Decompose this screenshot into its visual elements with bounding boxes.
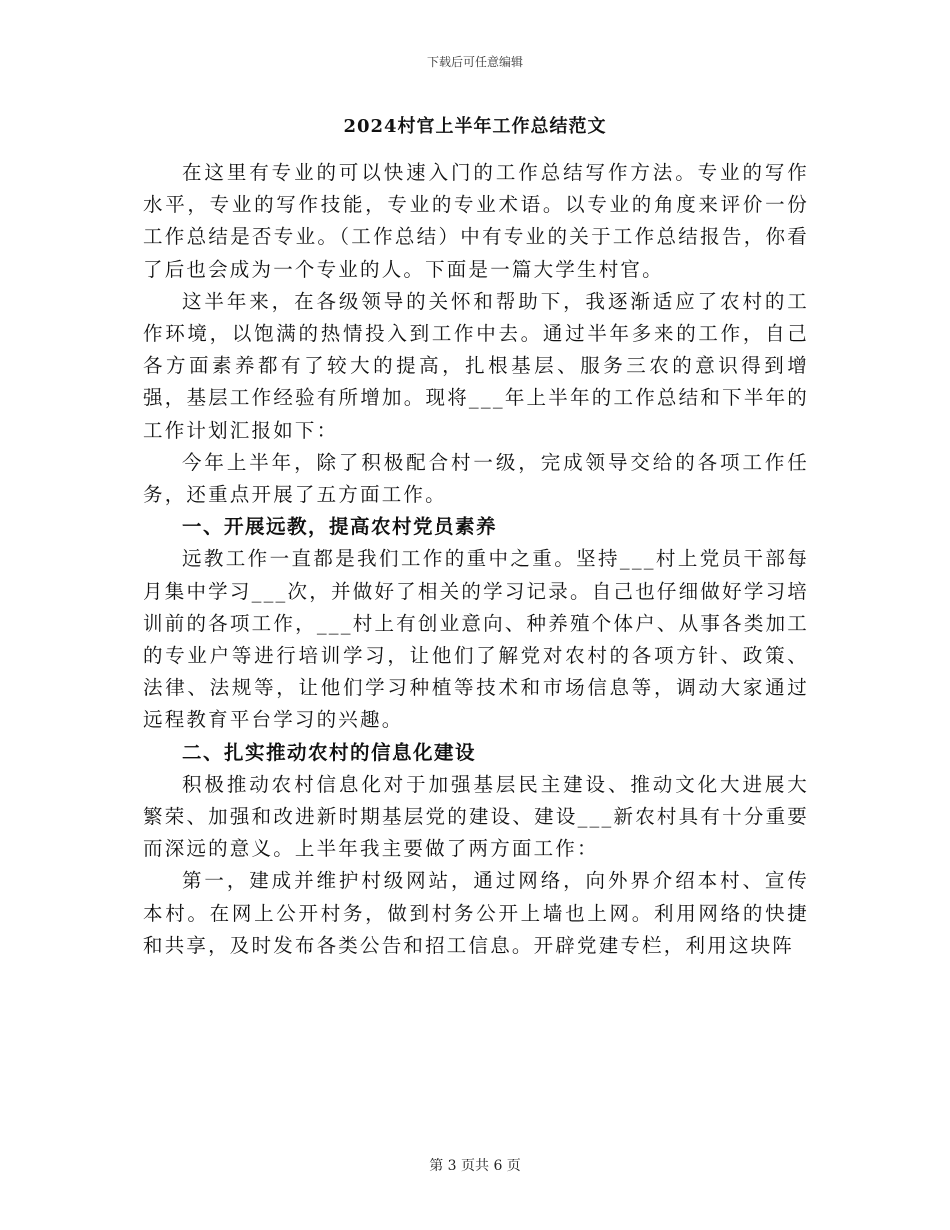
section-heading-informatization: 二、扎实推动农村的信息化建设: [182, 740, 477, 764]
document-body: [143, 157, 809, 962]
paragraph-informatization: 积极推动农村信息化对于加强基层民主建设、推动文化大进展大繁荣、加强和改进新时期基层党的建设、建设___新农村具有十分重要而深远的意义。上半年我主要做了两方面工作：: [143, 772, 809, 861]
paragraph-half-year: 这半年来，在各级领导的关怀和帮助下，我逐渐适应了农村的工作环境，以饱满的热情投入到工作中去。通过半年多来的工作，自己各方面素养都有了较大的提高，扎根基层、服务三农的意识得到增强，基层工作经验有所增加。现将___年上半年的工作总结和下半年的工作计划汇报如下：: [143, 289, 809, 442]
paragraph-village-website: 第一，建成并维护村级网站，通过网络，向外界介绍本村、宣传本村。在网上公开村务，做到村务公开上墙也上网。利用网络的快捷和共享，及时发布各类公告和招工信息。开辟党建专栏，利用这块阵: [143, 869, 809, 957]
header-note: 下载后可任意编辑: [426, 55, 523, 69]
paragraph-intro: 在这里有专业的可以快速入门的工作总结写作方法。专业的写作水平，专业的写作技能，专业的专业术语。以专业的角度来评价一份工作总结是否专业。（工作总结）中有专业的关于工作总结报告，你看了后也会成为一个专业的人。下面是一篇大学生村官。: [143, 161, 809, 281]
page-number: 第 3 页共 6 页: [429, 1158, 521, 1174]
paragraph-remote-education: 远教工作一直都是我们工作的重中之重。坚持___村上党员干部每月集中学习___次，并做好了相关的学习记录。自己也仔细做好学习培训前的各项工作，___村上有创业意向、种养殖个体户、从事各类加工的专业户等进行培训学习，让他们了解党对农村的各项方针、政策、法律、法规等，让他们学习种植等技术和市场信息等，调动大家通过远程教育平台学习的兴趣。: [143, 547, 809, 732]
paragraph-five-aspects: 今年上半年，除了积极配合村一级，完成领导交给的各项工作任务，还重点开展了五方面工作。: [143, 450, 809, 507]
section-heading-remote-education: 一、开展远教，提高农村党员素养: [182, 515, 498, 539]
document-title: 2024村官上半年工作总结范文: [343, 116, 607, 137]
